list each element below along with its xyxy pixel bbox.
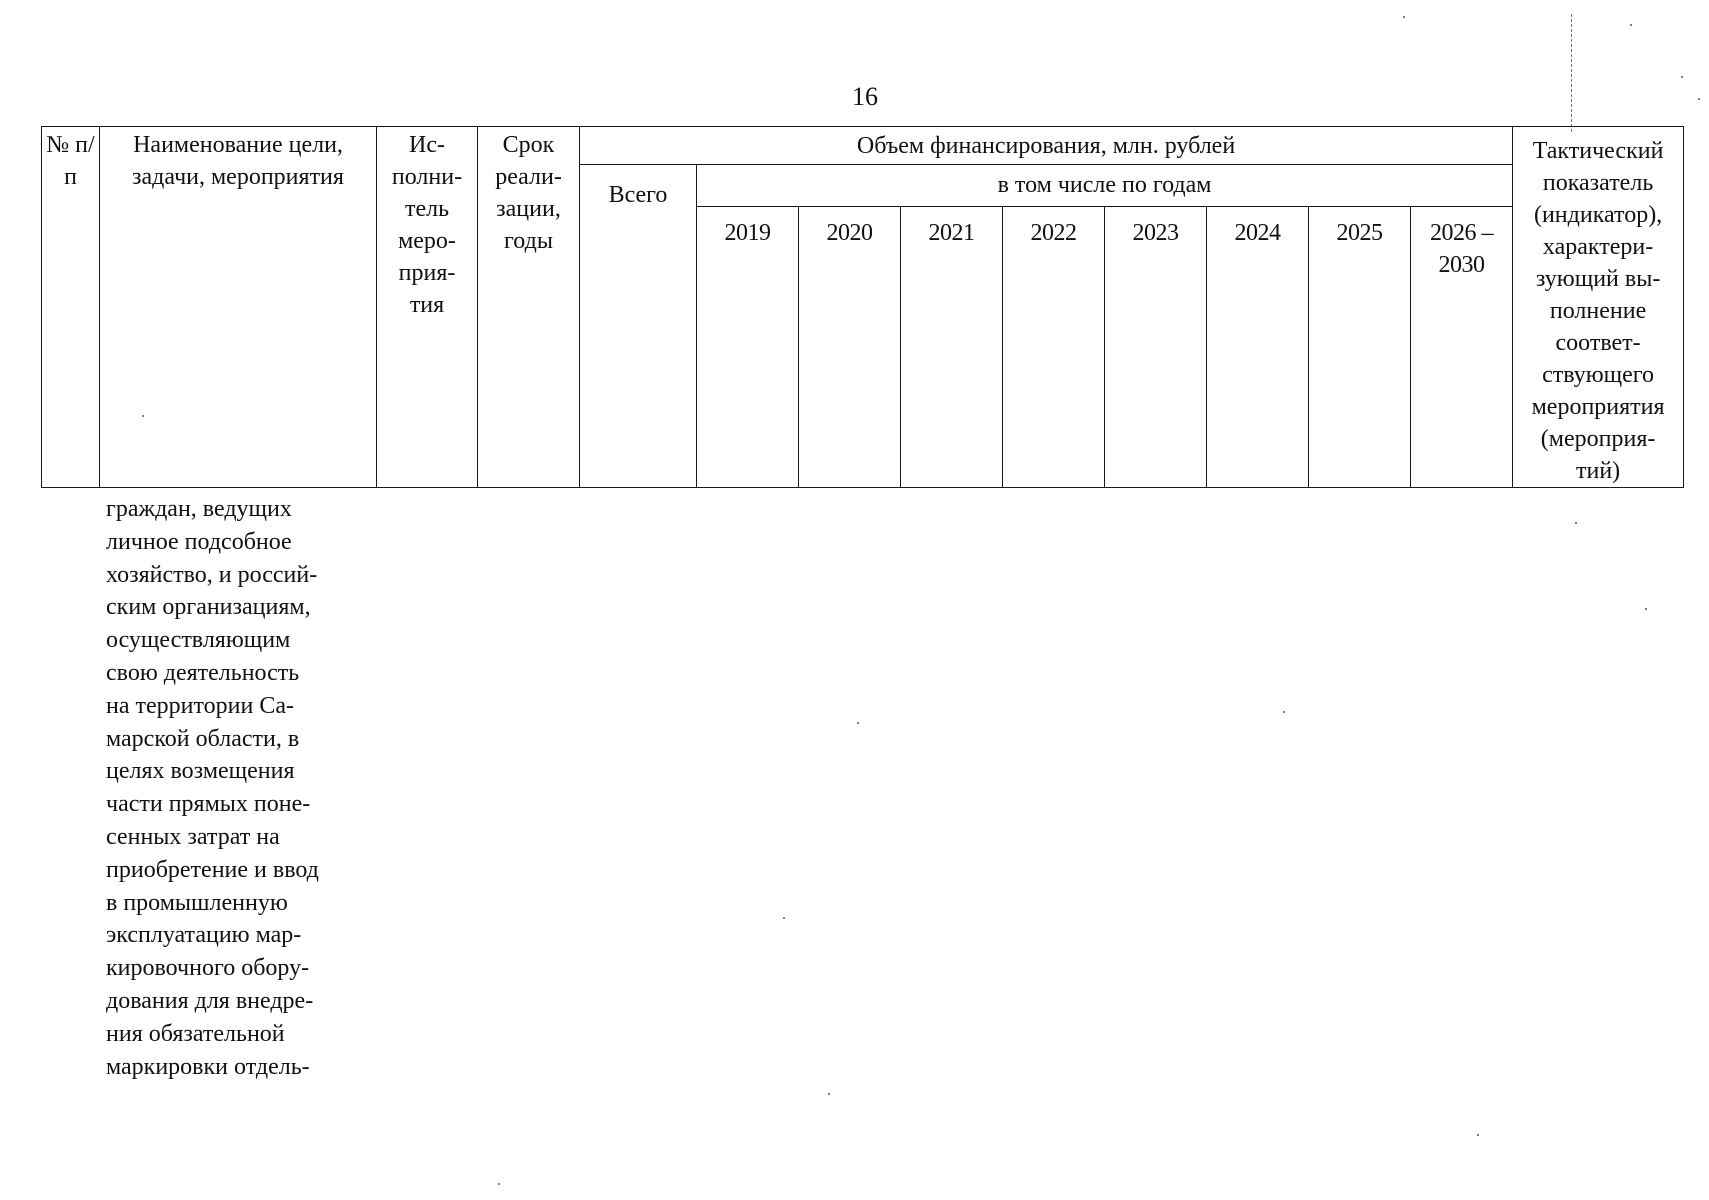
header-indicator: Тактический показатель (индикатор), характери- зующий вы- полнение соответ- ствующего мероприятия (мероприя- тий) [1513, 127, 1684, 488]
header-by-years: в том числе по годам [697, 165, 1513, 207]
scan-artifact-line [1571, 14, 1573, 132]
scan-speck [1575, 522, 1577, 524]
page-number: 16 [852, 82, 878, 111]
scan-speck [1403, 16, 1405, 18]
header-total: Всего [580, 165, 697, 488]
year-2023: 2023 [1105, 207, 1207, 488]
scan-speck [783, 917, 785, 919]
scan-speck [1681, 76, 1683, 78]
year-2020: 2020 [799, 207, 901, 488]
year-2021: 2021 [901, 207, 1003, 488]
year-2022: 2022 [1003, 207, 1105, 488]
header-term: Срок реали- зации, годы [478, 127, 580, 488]
scan-speck [828, 1093, 830, 1095]
scan-speck [1283, 711, 1285, 713]
scan-speck [1477, 1134, 1479, 1136]
scan-speck [857, 722, 859, 724]
year-2024: 2024 [1207, 207, 1309, 488]
scan-speck [1698, 98, 1700, 100]
scan-speck [1645, 608, 1647, 610]
scan-speck [1630, 24, 1632, 26]
header-executor: Ис- полни- тель меро- прия- тия [377, 127, 478, 488]
financing-table [41, 126, 1684, 488]
header-funding: Объем финансирования, млн. рублей [580, 127, 1513, 165]
scan-speck [142, 415, 144, 417]
scan-speck [498, 1183, 500, 1185]
header-name: Наименование цели, задачи, мероприятия [100, 127, 377, 488]
continuation-text: граждан, ведущих личное подсобное хозяйство, и россий- ским организациям, осуществляющим свою деятельность на территории Са- марской области, в целях возмещения части прямых поне- сенных затрат на приобретение и ввод в промышленную эксплуатацию мар- кировочного обору- дования для внедре- ния обязательной маркировки отдель- [106, 496, 319, 1080]
header-num: № п/п [42, 127, 100, 488]
year-2019: 2019 [697, 207, 799, 488]
year-2025: 2025 [1309, 207, 1411, 488]
year-2026-2030: 2026 – 2030 [1411, 207, 1513, 488]
